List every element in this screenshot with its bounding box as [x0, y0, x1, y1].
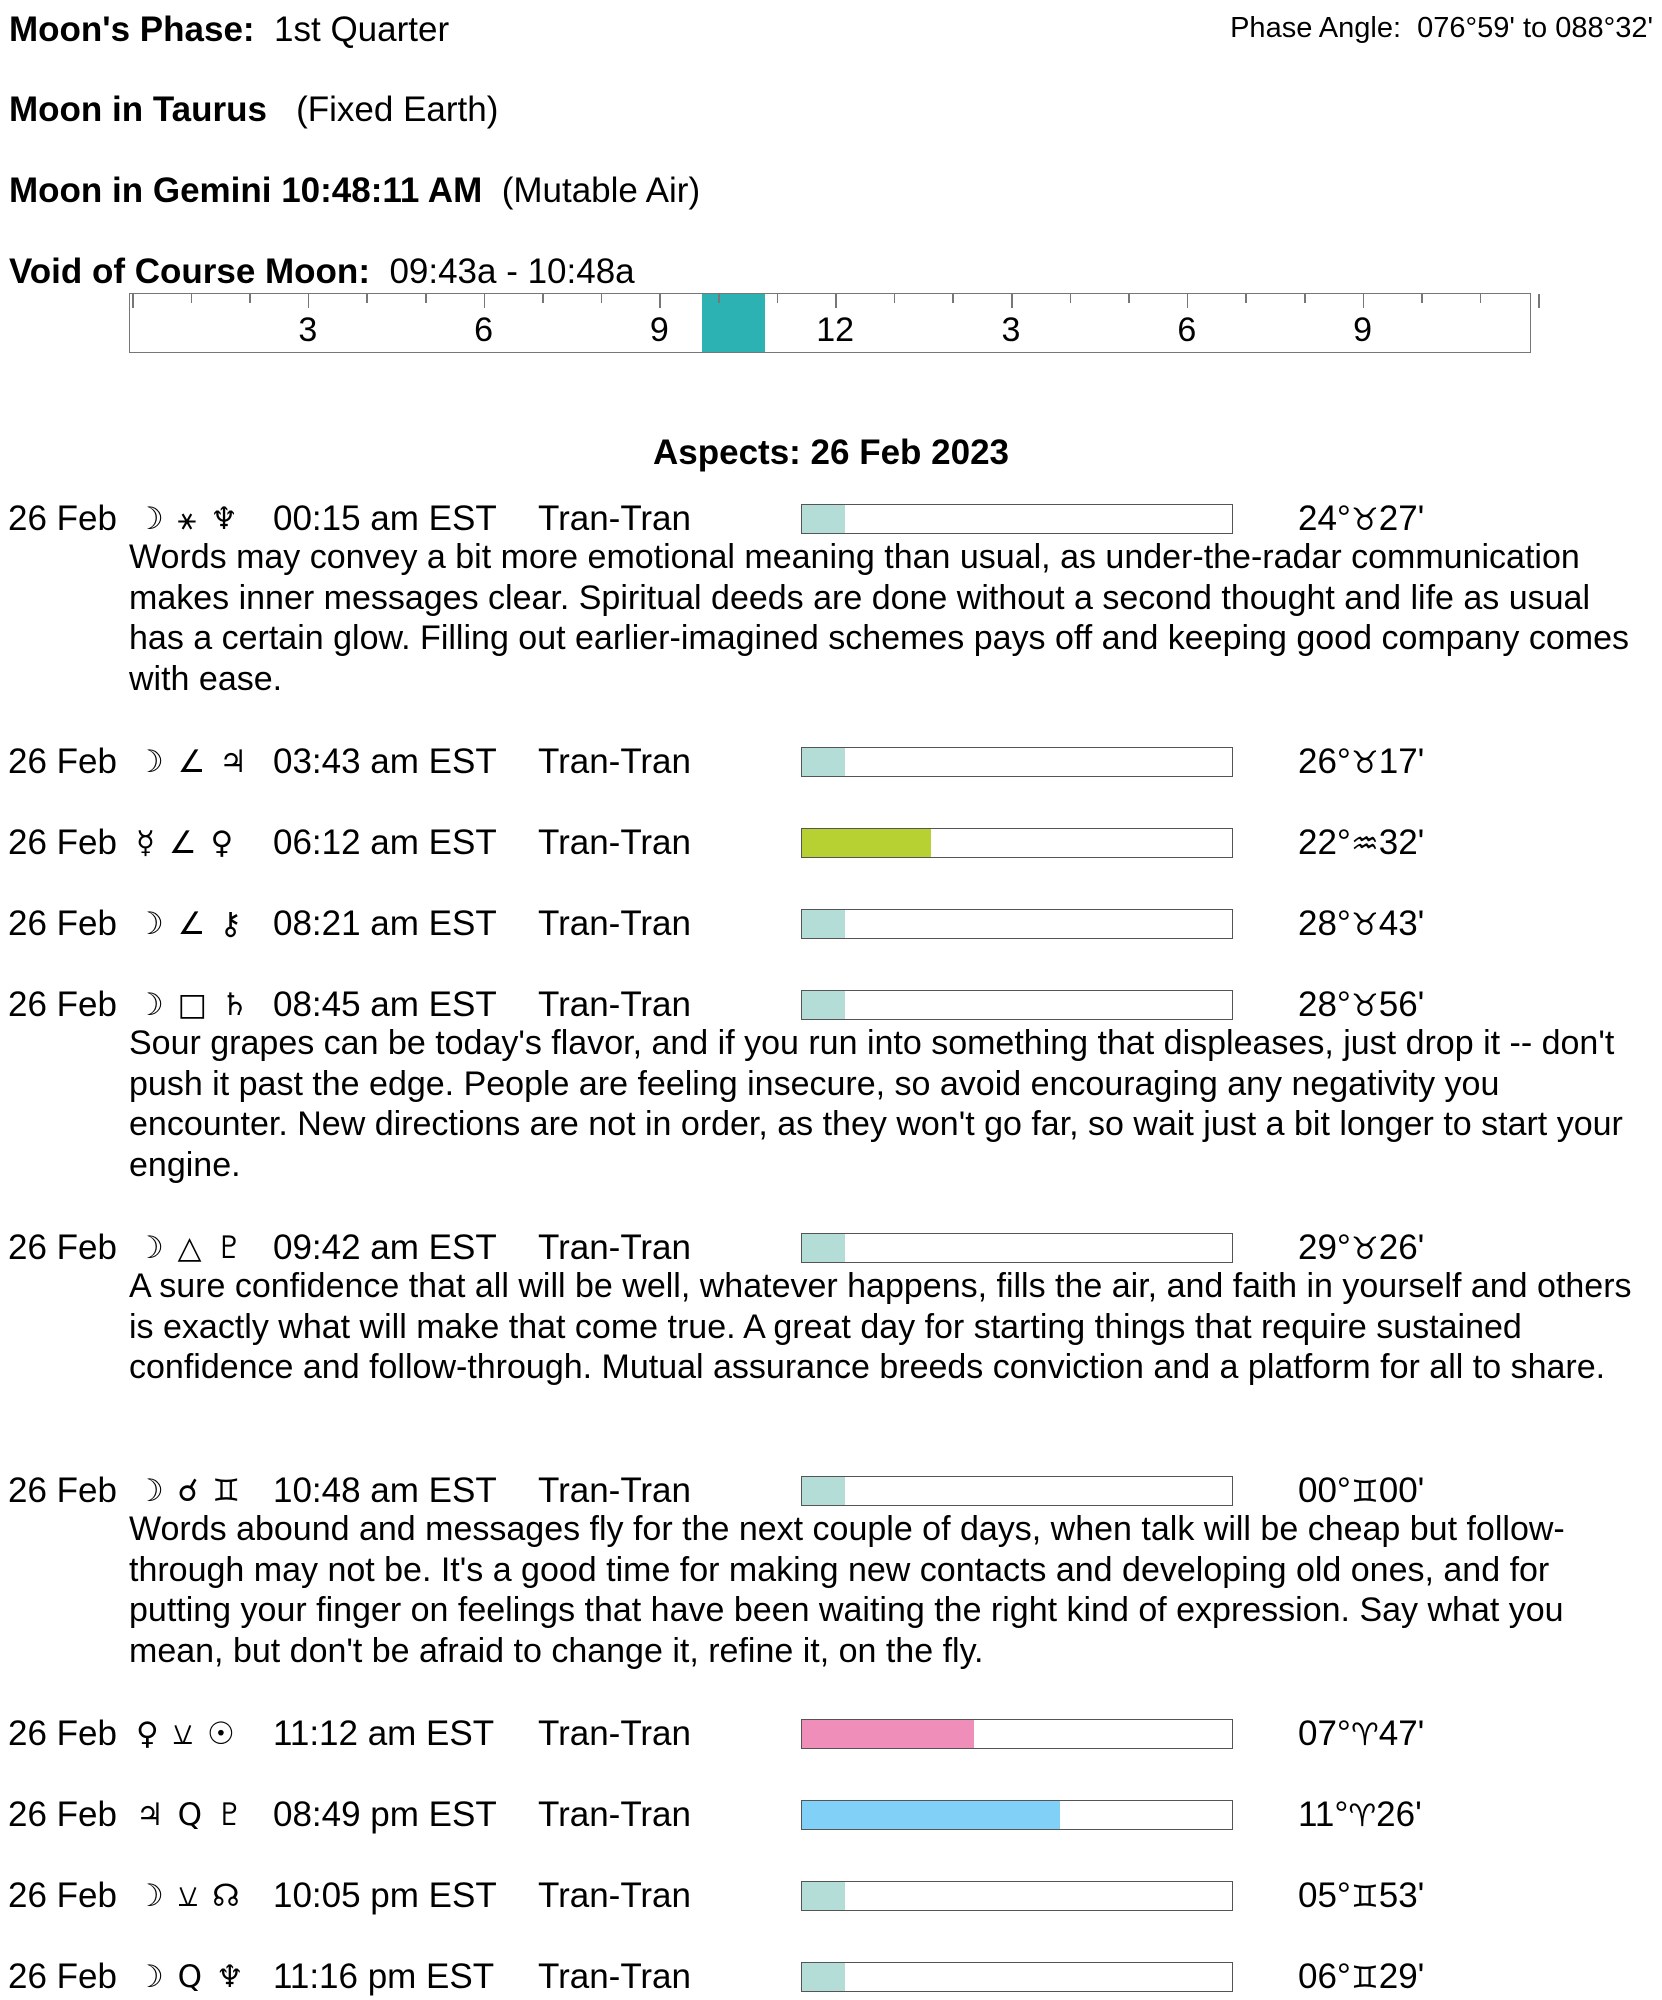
aspect-position [1298, 1874, 1424, 1919]
aspect-minutes: 00' [1378, 1471, 1425, 1510]
aspect-strength-bar [801, 1881, 1233, 1911]
aspect-type: Tran-Tran [538, 985, 691, 1024]
aspect-description: Words may convey a bit more emotional meaning than usual, as under-the-radar communication makes inner messages clear. Spiritual deeds are done without a second thought and life as usual has a certain glow. Filling out earlier-imagined schemes pays off and keeping good company comes with ease. [129, 538, 1629, 698]
aspect-time: 08:45 am EST [273, 985, 497, 1024]
aspect-date: 26 Feb [8, 742, 117, 781]
timeline-tick [484, 294, 486, 308]
aspect-degree: 06° [1298, 1957, 1351, 1996]
aspect-degree: 24° [1298, 499, 1351, 538]
aspect-position [1298, 1712, 1424, 1757]
timeline-tick [132, 294, 134, 308]
timeline-tick [1245, 294, 1247, 303]
void-of-course-line [9, 252, 635, 292]
aspect-position [1298, 902, 1424, 947]
aspect-strength-fill [802, 1801, 1060, 1829]
aspect-strength-fill [802, 1477, 845, 1505]
aspect-strength-fill [802, 991, 845, 1019]
timeline-hour-label: 6 [1177, 311, 1197, 349]
timeline-tick [366, 294, 368, 303]
aspect-degree: 29° [1298, 1228, 1351, 1267]
aspect-strength-fill [802, 1720, 974, 1748]
aspect-time: 11:16 pm EST [273, 1957, 495, 1996]
aspect-time: 08:21 am EST [273, 904, 497, 943]
aspect-strength-bar [801, 990, 1233, 1020]
timeline-tick [542, 294, 544, 303]
moon-phase-label: Moon's Phase: [9, 10, 255, 49]
zodiac-sign-icon: ♊ [1350, 1879, 1379, 1915]
voc-highlight [702, 294, 765, 352]
aspect-type: Tran-Tran [538, 1471, 691, 1510]
aspect-time: 11:12 am EST [273, 1714, 495, 1753]
aspect-minutes: 53' [1378, 1876, 1425, 1915]
aspect-type: Tran-Tran [538, 1795, 691, 1834]
aspect-symbols: ☽ ⚺ ☊ [136, 1878, 242, 1914]
aspect-strength-fill [802, 1963, 845, 1991]
moon-phase-line [9, 10, 449, 50]
timeline-hour-label: 3 [1001, 311, 1021, 349]
aspect-minutes: 47' [1378, 1714, 1425, 1753]
phase-angle-value: 076°59' to 088°32' [1417, 12, 1653, 44]
aspect-minutes: 32' [1378, 823, 1425, 862]
aspect-date: 26 Feb [8, 1876, 117, 1915]
aspect-position [1298, 1793, 1422, 1838]
timeline-tick [1421, 294, 1423, 303]
aspect-date: 26 Feb [8, 1471, 117, 1510]
aspect-type: Tran-Tran [538, 904, 691, 943]
phase-angle [1230, 10, 1653, 46]
aspect-degree: 07° [1298, 1714, 1351, 1753]
timeline-tick [1187, 294, 1189, 308]
aspect-symbols: ☿ ∠ ♀ [136, 825, 236, 861]
aspect-degree: 28° [1298, 904, 1351, 943]
aspect-time: 00:15 am EST [273, 499, 497, 538]
moon-sign-note-2: (Mutable Air) [501, 171, 701, 210]
aspect-type: Tran-Tran [538, 1228, 691, 1267]
zodiac-sign-icon: ♉ [1350, 502, 1379, 538]
aspect-date: 26 Feb [8, 1795, 117, 1834]
zodiac-sign-icon: ♒ [1350, 826, 1379, 862]
aspect-date: 26 Feb [8, 499, 117, 538]
timeline-tick [601, 294, 603, 303]
aspect-strength-fill [802, 910, 845, 938]
aspect-symbols: ☽ □ ♄ [136, 987, 251, 1023]
aspect-symbols: ☽ △ ♇ [136, 1230, 246, 1266]
aspect-minutes: 17' [1378, 742, 1425, 781]
aspect-time: 10:05 pm EST [273, 1876, 497, 1915]
aspect-degree: 00° [1298, 1471, 1351, 1510]
aspects-title: Aspects: 26 Feb 2023 [652, 433, 1009, 472]
aspect-date: 26 Feb [8, 1228, 117, 1267]
aspect-type: Tran-Tran [538, 742, 691, 781]
aspect-time: 09:42 am EST [273, 1228, 497, 1267]
voc-value: 09:43a - 10:48a [389, 252, 635, 291]
aspect-type: Tran-Tran [538, 499, 691, 538]
aspect-symbols: ☽ ∠ ⚷ [136, 906, 244, 942]
aspect-minutes: 26' [1376, 1795, 1422, 1834]
timeline-tick [1538, 294, 1540, 308]
aspect-minutes: 29' [1378, 1957, 1425, 1996]
aspect-strength-bar [801, 909, 1233, 939]
aspect-minutes: 27' [1378, 499, 1425, 538]
aspect-strength-bar [801, 1476, 1233, 1506]
zodiac-sign-icon: ♉ [1350, 745, 1379, 781]
timeline-tick [191, 294, 193, 303]
timeline-hour-label: 9 [1353, 311, 1373, 349]
zodiac-sign-icon: ♉ [1350, 1231, 1379, 1267]
timeline-tick [1070, 294, 1072, 303]
timeline-tick [1480, 294, 1482, 303]
timeline-tick [718, 294, 720, 303]
moon-sign-line-1 [9, 90, 498, 130]
timeline-tick [249, 294, 251, 303]
aspect-symbols: ☽ Q ♆ [136, 1959, 246, 1995]
aspect-degree: 05° [1298, 1876, 1351, 1915]
aspect-time: 10:48 am EST [273, 1471, 497, 1510]
aspect-type: Tran-Tran [538, 823, 691, 862]
zodiac-sign-icon: ♉ [1350, 907, 1379, 943]
timeline-tick [308, 294, 310, 308]
aspect-time: 08:49 pm EST [273, 1795, 497, 1834]
timeline-tick [777, 294, 779, 303]
aspect-position [1298, 821, 1424, 866]
aspect-date: 26 Feb [8, 904, 117, 943]
aspect-symbols: ☽ ☌ ♊ [136, 1473, 243, 1509]
aspect-strength-fill [802, 829, 931, 857]
aspect-strength-bar [801, 747, 1233, 777]
aspect-strength-fill [802, 748, 845, 776]
aspect-description: Sour grapes can be today's flavor, and if you run into something that displeases, just drop it -- don't push it past the edge. People are feeling insecure, so avoid encouraging any negativity you encounter. New directions are not in order, as they won't go far, so wait just a bit longer to start your engine. [129, 1024, 1623, 1184]
moon-sign-label-2: Moon in Gemini 10:48:11 AM [9, 171, 483, 210]
aspect-time: 06:12 am EST [273, 823, 497, 862]
aspect-strength-bar [801, 1719, 1233, 1749]
zodiac-sign-icon: ♉ [1350, 988, 1379, 1024]
aspect-strength-bar [801, 504, 1233, 534]
aspect-strength-fill [802, 505, 845, 533]
aspect-symbols: ☽ ∠ ♃ [136, 744, 250, 780]
aspect-strength-bar [801, 828, 1233, 858]
aspect-time: 03:43 am EST [273, 742, 497, 781]
aspect-position [1298, 497, 1424, 542]
zodiac-sign-icon: ♈ [1350, 1717, 1379, 1753]
aspect-minutes: 43' [1378, 904, 1425, 943]
aspect-position [1298, 1955, 1424, 2000]
aspect-degree: 26° [1298, 742, 1351, 781]
moon-sign-line-2 [9, 171, 700, 211]
timeline-tick [1128, 294, 1130, 303]
aspect-description: A sure confidence that all will be well, whatever happens, fills the air, and faith in yourself and others is exactly what will make that come true. A great day for starting things that require sustained confidence and follow-through. Mutual assurance breeds conviction and a platform for all to share. [129, 1267, 1632, 1386]
aspect-position [1298, 740, 1424, 785]
timeline-hour-label: 3 [298, 311, 318, 349]
moon-sign-note-1: (Fixed Earth) [296, 90, 499, 129]
aspect-date: 26 Feb [8, 1714, 117, 1753]
aspect-strength-bar [801, 1962, 1233, 1992]
zodiac-sign-icon: ♊ [1350, 1474, 1379, 1510]
timeline-tick [1304, 294, 1306, 303]
zodiac-sign-icon: ♊ [1350, 1960, 1379, 1996]
aspect-strength-bar [801, 1800, 1233, 1830]
aspect-strength-bar [801, 1233, 1233, 1263]
aspect-minutes: 56' [1378, 985, 1425, 1024]
zodiac-sign-icon: ♈ [1348, 1798, 1377, 1834]
aspect-degree: 28° [1298, 985, 1351, 1024]
aspect-type: Tran-Tran [538, 1714, 691, 1753]
aspect-strength-fill [802, 1234, 845, 1262]
aspect-type: Tran-Tran [538, 1876, 691, 1915]
timeline-tick [1363, 294, 1365, 308]
aspect-symbols: ☽ ⚹ ♆ [136, 501, 240, 537]
aspect-type: Tran-Tran [538, 1957, 691, 1996]
aspect-position [1298, 983, 1424, 1028]
phase-angle-label: Phase Angle: [1230, 12, 1402, 44]
aspect-position [1298, 1469, 1424, 1514]
aspect-date: 26 Feb [8, 823, 117, 862]
timeline-tick [659, 294, 661, 308]
timeline-tick [425, 294, 427, 303]
voc-label: Void of Course Moon: [9, 252, 370, 291]
timeline-tick [835, 294, 837, 308]
aspect-strength-fill [802, 1882, 845, 1910]
timeline-hour-label: 6 [474, 311, 494, 349]
moon-phase-value: 1st Quarter [274, 10, 450, 49]
aspect-symbols: ♃ Q ♇ [136, 1797, 246, 1833]
timeline-tick [952, 294, 954, 303]
timeline-tick [894, 294, 896, 303]
aspect-date: 26 Feb [8, 985, 117, 1024]
aspect-minutes: 26' [1378, 1228, 1425, 1267]
void-of-course-timeline [129, 293, 1531, 353]
aspect-position [1298, 1226, 1424, 1271]
timeline-hour-label: 12 [816, 311, 855, 349]
aspect-date: 26 Feb [8, 1957, 117, 1996]
aspect-degree: 11° [1298, 1795, 1349, 1834]
aspect-degree: 22° [1298, 823, 1351, 862]
timeline-tick [1011, 294, 1013, 308]
aspect-description: Words abound and messages fly for the next couple of days, when talk will be cheap but follow-through may not be. It's a good time for making new contacts and developing old ones, and for putting your finger on feelings that have been waiting the right kind of expression. Say what you mean, but don't be afraid to change it, refine it, on the fly. [129, 1510, 1565, 1670]
timeline-hour-label: 9 [649, 311, 669, 349]
moon-sign-label-1: Moon in Taurus [9, 90, 267, 129]
aspect-symbols: ♀ ⚺ ☉ [136, 1716, 237, 1752]
